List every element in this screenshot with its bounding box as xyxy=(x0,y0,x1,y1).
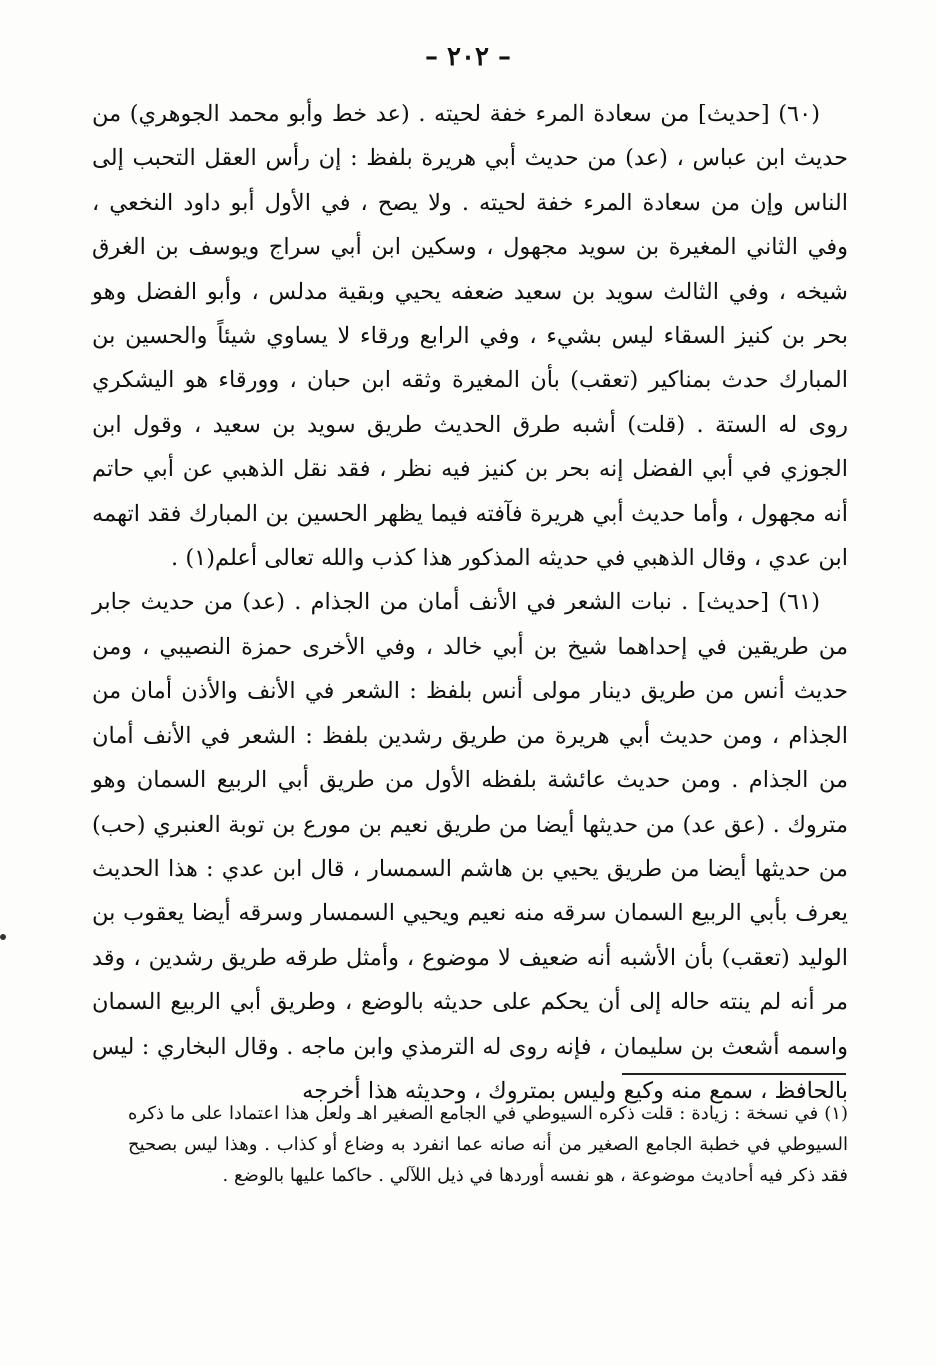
footnote-divider xyxy=(622,1073,846,1075)
footnote-1: (١) في نسخة : زيادة : قلت ذكره السيوطي في الجامع الصغير اهـ ولعل هذا اعتمادا على ما ذكره السيوطي في خطبة الجامع الصغير من أنه صانه عما انفرد به وضاع أو كذاب . وهذا ليس بصحيح فقد ذكر فيه أحاديث موضوعة ، هو نفسه أوردها في ذيل اللآلي . حاكما عليها بالوضع . xyxy=(128,1103,848,1186)
hadith-paragraph-61: (٦١) [حديث] . نبات الشعر في الأنف أمان من الجذام . (عد) من حديث جابر من طريقين في إحداهما شيخ بن أبي خالد ، وفي الأخرى حمزة النصيبي ، ومن حديث أنس من طريق دينار مولى أنس بلفظ : الشعر في الأنف والأذن أمان من الجذام ، ومن حديث أبي هريرة من طريق رشدين بلفظ : الشعر في الأنف أمان من الجذام . ومن حديث عائشة بلفظه الأول من طريق أبي الربيع السمان وهو متروك . (عق عد) من حديثها أيضا من طريق نعيم بن مورع بن توبة العنبري (حب) من حديثها أيضا من طريق يحيي بن هاشم السمسار ، قال ابن عدي : هذا الحديث يعرف بأبي الربيع السمان سرقه منه نعيم ويحيي السمسار وسرقه أيضا يعقوب بن الوليد (تعقب) بأن الأشبه أنه ضعيف لا موضوع ، وأمثل طرقه طريق رشدين ، وقد مر أنه لم ينته حاله إلى أن يحكم على حديثه بالوضع ، وطريق أبي الربيع السمان واسمه أشعث بن سليمان ، فإنه روى له الترمذي وابن ماجه . وقال البخاري : ليس بالحافظ ، سمع منه وكيع وليس بمتروك ، وحديثه هذا أخرجه xyxy=(92,589,848,1104)
margin-mark xyxy=(0,934,6,940)
hadith-paragraph-60: (٦٠) [حديث] من سعادة المرء خفة لحيته . (عد خط وأبو محمد الجوهري) من حديث ابن عباس ، (عد) من حديث أبي هريرة بلفظ : إن رأس العقل التحبب إلى الناس وإن من سعادة المرء خفة لحيته . ولا يصح ، في الأول أبو داود النخعي ، وفي الثاني المغيرة بن سويد مجهول ، وسكين ابن أبي سراج ويوسف بن الغرق شيخه ، وفي الثالث سويد بن سعيد ضعفه يحيي وبقية مدلس ، وأبو الفضل وهو بحر بن كنيز السقاء ليس بشيء ، وفي الرابع ورقاء لا يساوي شيئاً والحسين بن المبارك حدث بمناكير (تعقب) بأن المغيرة وثقه ابن حبان ، وورقاء هو اليشكري روى له الستة . (قلت) أشبه طرق الحديث طريق سويد بن سعيد ، وقول ابن الجوزي في أبي الفضل إنه بحر بن كنيز فيه نظر ، فقد نقل الذهبي عن أبي حاتم أنه مجهول ، وأما حديث أبي هريرة فآفته فيما يظهر الحسين بن المبارك فقد اتهمه ابن عدي ، وقال الذهبي في حديثه المذكور هذا كذب والله تعالى أعلم(١) . xyxy=(92,101,848,572)
main-text xyxy=(92,92,848,1113)
page-number: – ٢٠٢ – xyxy=(424,42,512,72)
footnotes xyxy=(128,1098,848,1191)
